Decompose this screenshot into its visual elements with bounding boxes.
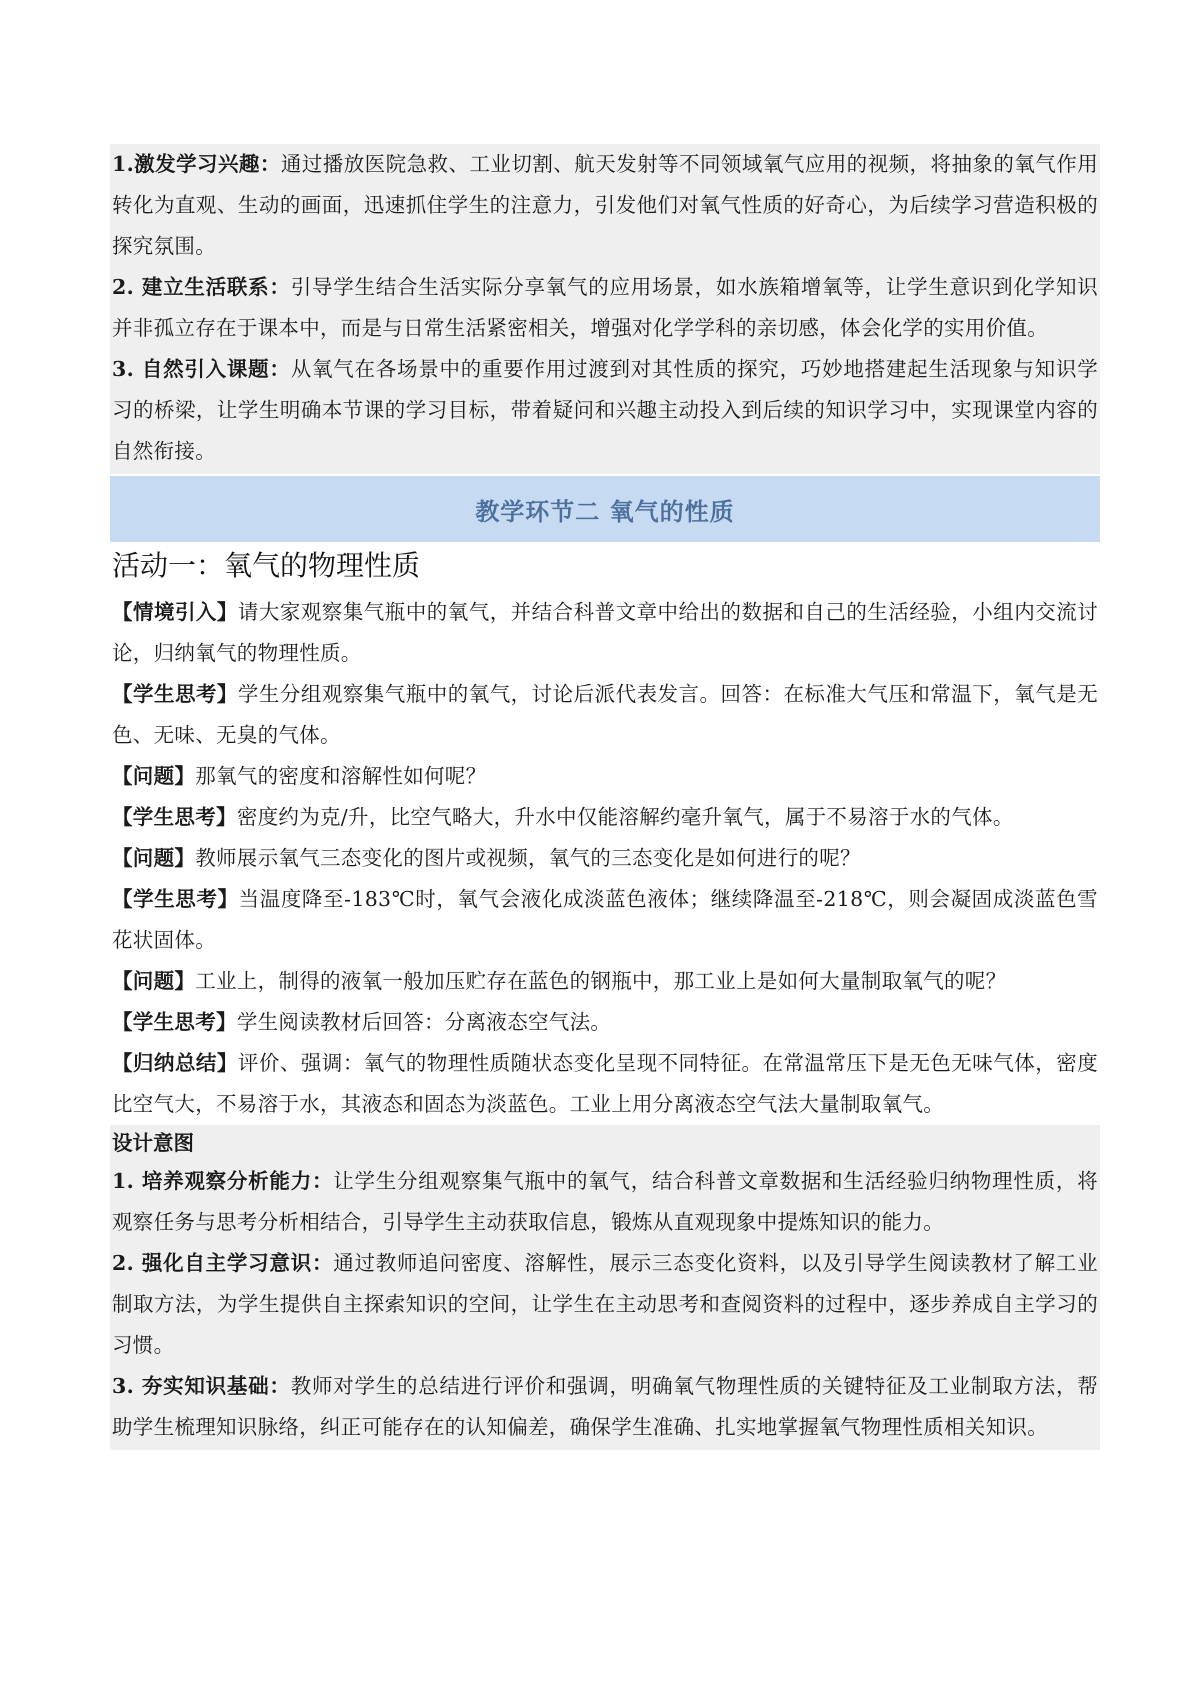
design-item-line: 让学生分组观察集气瓶中的氧气，结合科普文章数据和生活经验归纳物理性质，将 [333,1169,1098,1193]
design-item-line: 教师对学生的总结进行评价和强调，明确氧气物理性质的关键特征及工业制取方法，帮 [290,1374,1098,1398]
intent-1-line: 用转化为直观、生动的画面，迅速抓住学生的注意力，引发他们对氧气性质的好奇心，为后续学习营造积 [112,152,1098,217]
dialogue-tag: 【问题】 [112,969,196,993]
design-item-line: 制取方法，为学生提供自主探索知识的空间，让学生在主动思考和查阅资料的过程中，逐步养成自主学习 [112,1292,1078,1316]
dialogue-line: 密度约为克/升，比空气略大，升水中仅能溶解约毫升氧气，属于不易溶于水的气体。 [236,805,1014,829]
dialogue-line: 当温度降至-183℃时，氧气会液化成淡蓝色液体；继续降温至-218℃，则会凝固成淡蓝色雪 [238,887,1098,911]
dialogue-tag: 【学生思考】 [112,1010,237,1034]
dialogue-item [110,1002,1100,1043]
section-header [110,476,1100,542]
dialogue-tag: 【问题】 [112,846,196,870]
intent-2-line: 并非孤立存在于课本中，而是与日常生活紧密相关，增强对化学学科的亲切感，体会化学的实用价值。 [112,316,1048,340]
activity-title: 活动一：氧气的物理性质 [112,549,421,582]
dialogue-tag: 【学生思考】 [112,682,238,706]
design-item-title: 2. 强化自主学习意识： [112,1251,334,1275]
dialogue-tag: 【问题】 [112,764,196,788]
dialogue-line: 无色、无味、无臭的气体。 [112,682,1098,747]
intent-3-line: 从氧气在各场景中的重要作用过渡到对其性质的探究，巧妙地搭建起生活现象与知识学 [290,357,1098,381]
design-item-title: 3. 夯实知识基础： [112,1374,291,1398]
intent-3-paragraph [110,349,1100,472]
section-title: 教学环节二 氧气的性质 [475,497,735,526]
intent-2-title: 2. 建立生活联系： [112,275,291,299]
design-item-line: 助学生梳理知识脉络，纠正可能存在的认知偏差，确保学生准确、扎实地掌握氧气物理性质相关知识。 [112,1415,1048,1439]
design-item-title: 1. 培养观察分析能力： [112,1169,334,1193]
dialogue-line: 评价、强调：氧气的物理性质随状态变化呈现不同特征。在常温常压下是无色无味气体，密 [237,1051,1078,1075]
design-intent-box-2 [110,1125,1100,1450]
dialogue-item [110,797,1100,838]
dialogue-item [110,592,1100,674]
intent-1-line: 极的探究氛围。 [112,193,1099,258]
dialogue-tag: 【学生思考】 [112,805,237,829]
design-item-2-paragraph [110,1243,1100,1366]
dialogue-line: 学生分组观察集气瓶中的氧气，讨论后派代表发言。回答：在标准大气压和常温下，氧气是 [237,682,1078,706]
dialogue-line: 度比空气大，不易溶于水，其液态和固态为淡蓝色。工业上用分离液态空气法大量制取氧气。 [112,1051,1098,1116]
intent-2-paragraph [110,267,1100,349]
dialogue-line: 工业上，制得的液氧一般加压贮存在蓝色的钢瓶中，那工业上是如何大量制取氧气的呢？ [195,969,1007,993]
design-item-line: 观察任务与思考分析相结合，引导学生主动获取信息，锻炼从直观现象中提炼知识的能力。 [112,1210,944,1234]
dialogue-line: 请大家观察集气瓶中的氧气，并结合科普文章中给出的数据和自己的生活经验，小组内交流 [237,600,1078,624]
dialogue-item [110,961,1100,1002]
dialogue-item [110,879,1100,961]
dialogue-tag: 【学生思考】 [112,887,239,911]
intent-3-line: 的自然衔接。 [112,398,1098,463]
dialogue-block [110,592,1100,1125]
design-item-1-paragraph [110,1161,1100,1243]
design-item-line: 通过教师追问密度、溶解性，展示三态变化资料，以及引导学生阅读教材了解工业 [333,1251,1098,1275]
dialogue-line: 那氧气的密度和溶解性如何呢？ [195,764,487,788]
design-intent-box-1 [110,144,1100,474]
design-item-line: 的习惯。 [112,1292,1098,1357]
intent-1-line: 通过播放医院急救、工业切割、航天发射等不同领域氧气应用的视频，将抽象的氧气作 [280,152,1078,176]
design-intent-heading: 设计意图 [112,1131,194,1155]
design-item-3-paragraph [110,1366,1100,1448]
dialogue-tag: 【情境引入】 [112,600,238,624]
intent-1-paragraph [110,144,1100,267]
dialogue-item [110,1043,1100,1125]
dialogue-line: 学生阅读教材后回答：分离液态空气法。 [236,1010,612,1034]
dialogue-item [110,756,1100,797]
intent-1-title: 1.激发学习兴趣： [112,152,281,176]
intent-3-title: 3. 自然引入课题： [112,357,291,381]
intent-2-line: 引导学生结合生活实际分享氧气的应用场景，如水族箱增氧等，让学生意识到化学知识 [290,275,1098,299]
dialogue-item [110,674,1100,756]
dialogue-line: 讨论，归纳氧气的物理性质。 [112,600,1098,665]
document-page [110,144,1100,1450]
dialogue-line: 教师展示氧气三态变化的图片或视频，氧气的三态变化是如何进行的呢？ [195,846,861,870]
dialogue-tag: 【归纳总结】 [112,1051,238,1075]
dialogue-item [110,838,1100,879]
dialogue-line: 花状固体。 [112,928,216,952]
intent-3-line: 习的桥梁，让学生明确本节课的学习目标，带着疑问和兴趣主动投入到后续的知识学习中，实现课堂内容 [112,398,1078,422]
